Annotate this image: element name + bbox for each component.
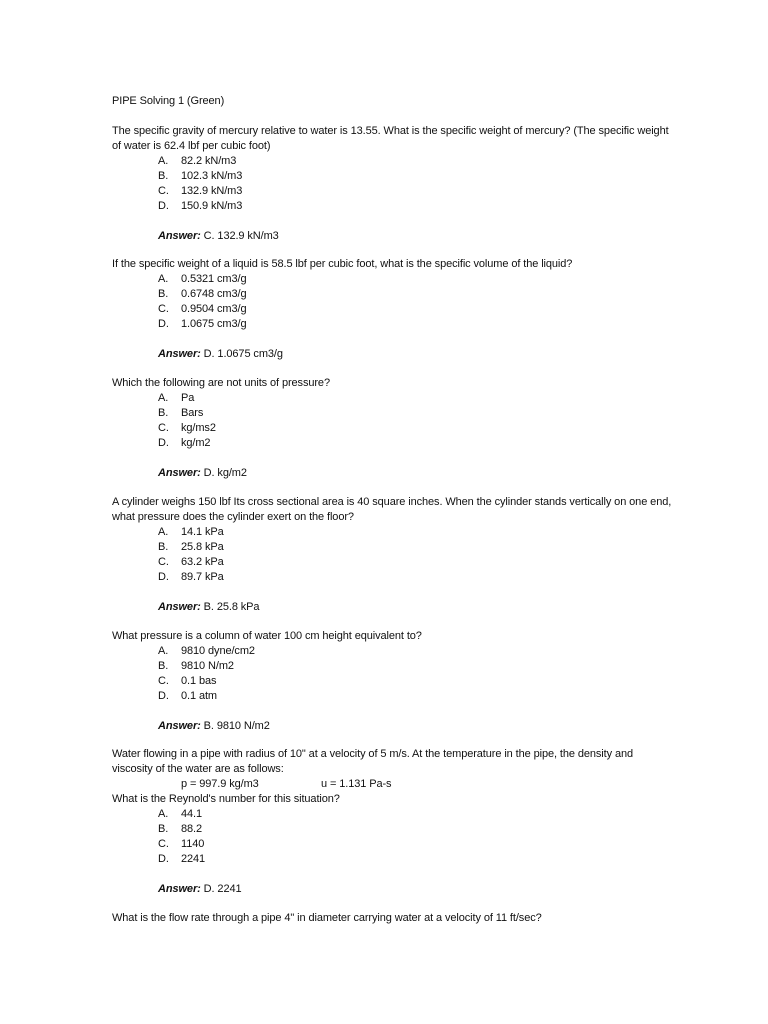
choice-letter: B. [158, 660, 169, 672]
choice-b [112, 659, 672, 674]
choice-c [112, 302, 672, 317]
answer-label: Answer: [158, 883, 201, 895]
answer-value: D. 2241 [203, 883, 242, 895]
choice-value: 63.2 kPa [181, 556, 224, 568]
choice-letter: D. [158, 853, 169, 865]
choice-list [112, 807, 672, 867]
choice-b [112, 822, 672, 837]
given-values [112, 777, 672, 792]
choice-list [112, 154, 672, 214]
choice-letter: A. [158, 645, 169, 657]
answer-label: Answer: [158, 230, 201, 242]
answer-value: D. 1.0675 cm3/g [203, 348, 283, 360]
choice-value: 25.8 kPa [181, 541, 224, 553]
choice-value: 2241 [181, 853, 206, 865]
choice-a [112, 154, 672, 169]
choice-d [112, 852, 672, 867]
density-value: p = 997.9 kg/m3 [181, 778, 259, 790]
question-subtext: What is the Reynold's number for this situation? [112, 793, 340, 805]
question-text: What is the flow rate through a pipe 4" in diameter carrying water at a velocity of 11 ft/sec? [112, 912, 542, 924]
answer-value: B. 25.8 kPa [203, 601, 260, 613]
choice-value: 89.7 kPa [181, 571, 224, 583]
answer-line [112, 719, 672, 734]
question-7 [112, 911, 672, 926]
choice-letter: C. [158, 556, 169, 568]
choice-a [112, 272, 672, 287]
choice-b [112, 287, 672, 302]
answer-label: Answer: [158, 348, 201, 360]
choice-d [112, 317, 672, 332]
choice-value: 1.0675 cm3/g [181, 318, 247, 330]
choice-list [112, 391, 672, 451]
choice-value: 88.2 [181, 823, 203, 835]
answer-label: Answer: [158, 720, 201, 732]
answer-label: Answer: [158, 601, 201, 613]
choice-letter: A. [158, 526, 169, 538]
choice-value: kg/ms2 [181, 422, 216, 434]
choice-letter: C. [158, 675, 169, 687]
choice-letter: B. [158, 170, 169, 182]
choice-value: 0.9504 cm3/g [181, 303, 247, 315]
question-4 [112, 495, 672, 615]
choice-list [112, 272, 672, 332]
choice-value: 0.1 atm [181, 690, 217, 702]
choice-d [112, 436, 672, 451]
choice-c [112, 674, 672, 689]
choice-letter: A. [158, 273, 169, 285]
choice-value: 44.1 [181, 808, 203, 820]
choice-c [112, 555, 672, 570]
choice-value: 102.3 kN/m3 [181, 170, 243, 182]
question-text: Which the following are not units of pressure? [112, 377, 330, 389]
choice-value: Bars [181, 407, 204, 419]
question-3 [112, 376, 672, 481]
choice-a [112, 807, 672, 822]
choice-b [112, 406, 672, 421]
choice-d [112, 689, 672, 704]
choice-value: 0.5321 cm3/g [181, 273, 247, 285]
answer-line [112, 466, 672, 481]
choice-d [112, 570, 672, 585]
question-1 [112, 124, 672, 244]
viscosity-value: u = 1.131 Pa-s [321, 778, 392, 790]
choice-b [112, 540, 672, 555]
choice-letter: B. [158, 541, 169, 553]
question-text: If the specific weight of a liquid is 58.5 lbf per cubic foot, what is the specific volume of the liquid? [112, 258, 573, 270]
question-text: Water flowing in a pipe with radius of 10" at a velocity of 5 m/s. At the temperature in the pipe, the density and viscosity of the water are as follows: [112, 748, 633, 775]
answer-line [112, 882, 672, 897]
choice-letter: C. [158, 185, 169, 197]
choice-letter: B. [158, 823, 169, 835]
answer-value: D. kg/m2 [203, 467, 247, 479]
choice-value: kg/m2 [181, 437, 211, 449]
question-text: A cylinder weighs 150 lbf Its cross sectional area is 40 square inches. When the cylinder stands vertically on one end, what pressure does the cylinder exert on the floor? [112, 496, 672, 523]
choice-letter: C. [158, 303, 169, 315]
choice-value: 0.1 bas [181, 675, 217, 687]
choice-a [112, 391, 672, 406]
choice-letter: C. [158, 838, 169, 850]
answer-line [112, 347, 672, 362]
choice-letter: D. [158, 200, 169, 212]
answer-value: C. 132.9 kN/m3 [203, 230, 279, 242]
choice-value: 132.9 kN/m3 [181, 185, 243, 197]
choice-value: 150.9 kN/m3 [181, 200, 243, 212]
choice-letter: D. [158, 571, 169, 583]
choice-value: 9810 dyne/cm2 [181, 645, 255, 657]
choice-list [112, 644, 672, 704]
choice-c [112, 421, 672, 436]
choice-a [112, 525, 672, 540]
choice-letter: D. [158, 690, 169, 702]
answer-line [112, 600, 672, 615]
choice-value: 82.2 kN/m3 [181, 155, 237, 167]
choice-b [112, 169, 672, 184]
choice-value: Pa [181, 392, 195, 404]
answer-label: Answer: [158, 467, 201, 479]
choice-value: 9810 N/m2 [181, 660, 234, 672]
document-title: PIPE Solving 1 (Green) [112, 95, 225, 107]
choice-list [112, 525, 672, 585]
choice-letter: A. [158, 155, 169, 167]
choice-d [112, 199, 672, 214]
choice-c [112, 184, 672, 199]
choice-letter: B. [158, 288, 169, 300]
choice-value: 1140 [181, 838, 205, 850]
choice-a [112, 644, 672, 659]
question-6 [112, 747, 672, 897]
question-2 [112, 257, 672, 362]
question-5 [112, 629, 672, 734]
answer-line [112, 229, 672, 244]
answer-value: B. 9810 N/m2 [203, 720, 270, 732]
question-text: The specific gravity of mercury relative to water is 13.55. What is the specific weight of mercury? (The specific weight of water is 62.4 lbf per cubic foot) [112, 125, 669, 152]
choice-letter: D. [158, 437, 169, 449]
choice-letter: A. [158, 808, 169, 820]
choice-letter: A. [158, 392, 169, 404]
question-text: What pressure is a column of water 100 cm height equivalent to? [112, 630, 422, 642]
choice-letter: B. [158, 407, 169, 419]
choice-value: 0.6748 cm3/g [181, 288, 247, 300]
choice-c [112, 837, 672, 852]
choice-value: 14.1 kPa [181, 526, 224, 538]
choice-letter: D. [158, 318, 169, 330]
choice-letter: C. [158, 422, 169, 434]
